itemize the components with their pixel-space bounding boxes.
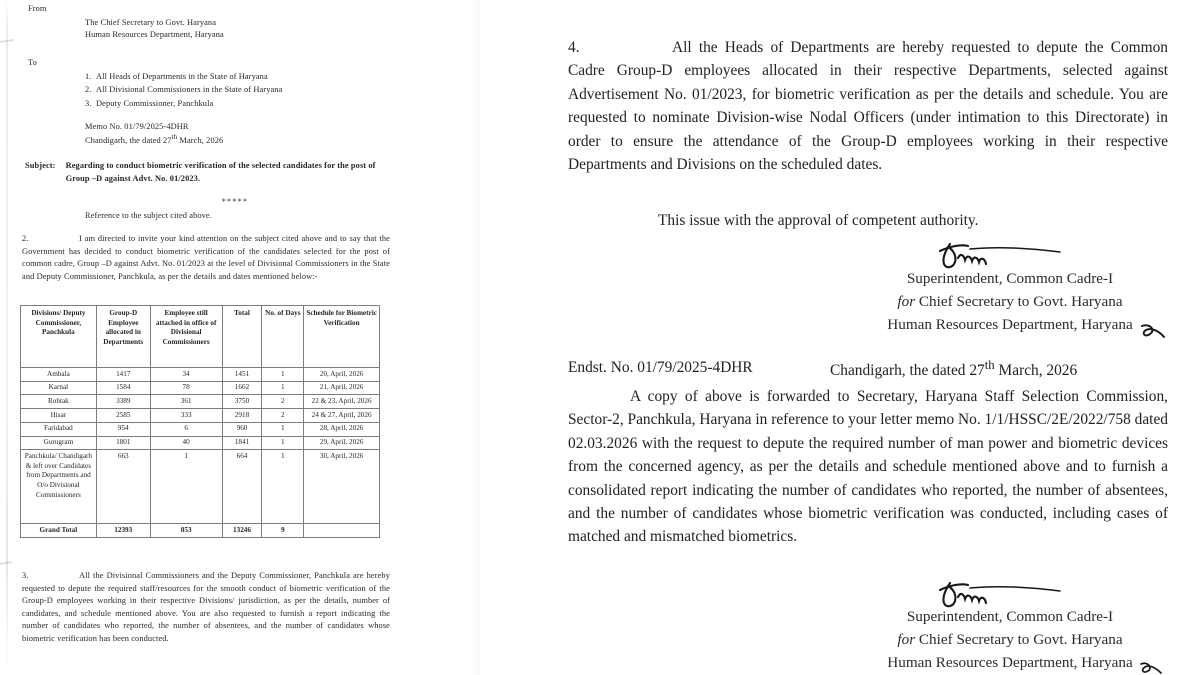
- paragraph-2: [22, 233, 390, 283]
- to-list-item: 2. All Divisional Commissioners in the State of Haryana: [85, 85, 283, 95]
- paragraph-2-text: I am directed to invite your kind attention on the subject cited above and to say that the Government has decided to conduct biometric verification of the candidates selected for the post of common cadre, Group –D against Advt. No. 01/2023 at the level of Divisional Commissioners in the State and Deputy Commissioner, Panchkula, as per the details and dates mentioned below:-: [22, 234, 390, 281]
- cell-total: 664: [222, 450, 262, 524]
- subject-row: [25, 160, 390, 185]
- document-page-right: [480, 0, 1200, 675]
- table-row: [21, 409, 380, 423]
- endorsement-row: [568, 356, 1168, 383]
- signature-dept-2: Human Resources Department, Haryana: [887, 653, 1133, 671]
- table-body: [21, 368, 380, 538]
- cell-days: 1: [262, 450, 304, 524]
- from-line-1: The Chief Secretary to Govt. Haryana: [85, 18, 217, 27]
- memo-place-date: Chandigarh, the dated 27th March, 2026: [85, 132, 224, 145]
- cell-days: 1: [262, 436, 304, 450]
- from-address: [85, 17, 385, 41]
- cell-division: Gurugram: [21, 436, 97, 450]
- signature-for-line-1: for Chief Secretary to Govt. Haryana: [897, 292, 1123, 310]
- cell-days: 2: [262, 409, 304, 423]
- cell-attached: 6: [150, 422, 222, 436]
- cell-division: Hisar: [21, 409, 97, 423]
- subject-label: Subject:: [25, 161, 56, 170]
- to-list-item: 3. Deputy Commissioner, Panchkula: [85, 98, 214, 108]
- reference-line: Reference to the subject cited above.: [85, 211, 212, 220]
- endorsement-place-date: Chandigarh, the dated 27th March, 2026: [830, 358, 1078, 380]
- cell-schedule: 21, April, 2026: [304, 381, 380, 395]
- memo-number-block: [85, 121, 385, 147]
- scan-edge-artifact: [6, 0, 8, 675]
- paragraph-3-text: All the Divisional Commissioners and the Deputy Commissioner, Panchkula are hereby requested to depute the required staff/resources for the smooth conduct of biometric verification of the Group-D employees working in their respective Divisions/ jurisdiction, as per the details, number of candidates, and schedule mentioned above. You are also requested to furnish a report indicating the number of candidates who reported, the number of absentees, and the number of candidates whose biometric verification has been conducted.: [22, 571, 390, 644]
- col-header-total: Total: [222, 306, 262, 368]
- paragraph-4: [568, 36, 1168, 176]
- table-row: [21, 381, 380, 395]
- cell-days: 1: [262, 422, 304, 436]
- cell-schedule: 30, April, 2026: [304, 450, 380, 524]
- paragraph-4-text: All the Heads of Departments are hereby requested to depute the Common Cadre Group-D employees allocated in their respective Departments, selected against Advertisement No. 01/2023, for biometric verification as per the details and schedule. You are requested to nominate Division-wise Nodal Officers (under intimation to this Directorate) in order to ensure the attendance of the Group-D employees working in their respective Departments and Divisions on the scheduled dates.: [568, 39, 1168, 174]
- cell-grand-label: Grand Total: [21, 524, 97, 538]
- document-page-left: [0, 0, 480, 675]
- copy-forwarded-paragraph: [568, 385, 1168, 549]
- table-row: [21, 422, 380, 436]
- cell-allocated: 3389: [96, 395, 150, 409]
- cell-grand-allocated: 12393: [96, 524, 150, 538]
- paragraph-3-number: 3.: [22, 571, 29, 580]
- paragraph-3: [22, 570, 390, 646]
- cell-allocated: 1801: [96, 436, 150, 450]
- table-row: [21, 368, 380, 382]
- table-row-grand-total: [21, 524, 380, 538]
- cell-division: Rohtak: [21, 395, 97, 409]
- table-row: [21, 395, 380, 409]
- cell-total: 1451: [222, 368, 262, 382]
- col-header-days: No. of Days: [262, 306, 304, 368]
- approval-line: This issue with the approval of competent authority.: [658, 212, 979, 229]
- cell-attached: 1: [150, 450, 222, 524]
- cell-attached: 333: [150, 409, 222, 423]
- cell-division: Ambala: [21, 368, 97, 382]
- paragraph-2-number: 2.: [22, 234, 29, 243]
- signature-flourish-icon: [1138, 660, 1164, 675]
- cell-grand-total: 13246: [222, 524, 262, 538]
- cell-division: Karnal: [21, 381, 97, 395]
- cell-schedule: 29, April, 2026: [304, 436, 380, 450]
- table-header: [21, 306, 380, 368]
- cell-days: 1: [262, 381, 304, 395]
- signature-block-1: [830, 238, 1190, 336]
- endorsement-number: Endst. No. 01/79/2025-4DHR: [568, 359, 753, 376]
- cell-attached: 78: [150, 381, 222, 395]
- table-header-row: [21, 306, 380, 368]
- separator-asterisks: *****: [221, 197, 249, 206]
- cell-total: 960: [222, 422, 262, 436]
- signature-title-1: Superintendent, Common Cadre-I: [906, 270, 1114, 287]
- cell-attached: 361: [150, 395, 222, 409]
- cell-division: Panchkula/ Chandigarh & left over Candidates from Departments and O/o Divisional Commissioners: [21, 450, 97, 524]
- cell-total: 2918: [222, 409, 262, 423]
- table-row: [21, 436, 380, 450]
- cell-schedule: 20, April, 2026: [304, 368, 380, 382]
- biometric-schedule-table: [20, 305, 380, 538]
- signature-for-line-2: for Chief Secretary to Govt. Haryana: [897, 630, 1123, 648]
- cell-total: 1841: [222, 436, 262, 450]
- cell-allocated: 2585: [96, 409, 150, 423]
- cell-attached: 40: [150, 436, 222, 450]
- from-line-2: Human Resources Department, Haryana: [85, 29, 224, 39]
- col-header-schedule: Schedule for Biometric Verification: [304, 306, 380, 368]
- paragraph-4-number: 4.: [568, 39, 580, 56]
- cell-total: 1662: [222, 381, 262, 395]
- cell-days: 1: [262, 368, 304, 382]
- cell-schedule: 22 & 23, April, 2026: [304, 395, 380, 409]
- signature-block-2: [830, 578, 1190, 674]
- cell-schedule: 24 & 27, April, 2026: [304, 409, 380, 423]
- cell-allocated: 1584: [96, 381, 150, 395]
- copy-forwarded-text: A copy of above is forwarded to Secretary, Haryana Staff Selection Commission, Sector-2, Panchkula, Haryana in reference to your letter memo No. 1/1/HSSC/2E/2022/758 dated 02.03.2026 with the request to depute the required number of man power and biometric devices from the concerned agency, as per the details and schedule mentioned above and to furnish a consolidated report indicating the number of candidates who reported, the number of absentees, and the number of candidates whose biometric verification was conducted, including cases of matched and mismatched biometrics.: [568, 388, 1168, 546]
- cell-schedule: 28, April, 2026: [304, 422, 380, 436]
- cell-allocated: 663: [96, 450, 150, 524]
- cell-grand-attached: 853: [150, 524, 222, 538]
- memo-number: Memo No. 01/79/2025-4DHR: [85, 122, 189, 131]
- from-label: From: [28, 4, 47, 13]
- signature-dept-1: Human Resources Department, Haryana: [887, 315, 1133, 333]
- col-header-allocated: Group-D Employee allocated in Departments: [96, 306, 150, 368]
- cell-grand-days: 9: [262, 524, 304, 538]
- cell-allocated: 954: [96, 422, 150, 436]
- cell-division: Faridabad: [21, 422, 97, 436]
- subject-text: Regarding to conduct biometric verification of the selected candidates for the post of Group –D against Advt. No. 01/2023.: [65, 161, 376, 183]
- to-recipient-list: [85, 71, 395, 111]
- cell-total: 3750: [222, 395, 262, 409]
- table-row: [21, 450, 380, 524]
- cell-allocated: 1417: [96, 368, 150, 382]
- cell-grand-schedule: [304, 524, 380, 538]
- to-label: To: [28, 58, 37, 67]
- to-list-item: 1. All Heads of Departments in the State of Haryana: [85, 72, 268, 81]
- col-header-attached: Employee still attached in office of Divisional Commissioners: [150, 306, 222, 368]
- cell-attached: 34: [150, 368, 222, 382]
- signature-flourish-icon: [1138, 322, 1168, 344]
- signature-title-2: Superintendent, Common Cadre-I: [906, 608, 1114, 625]
- col-header-division: Divisions/ Deputy Commissioner, Panchkula: [21, 306, 97, 368]
- cell-days: 2: [262, 395, 304, 409]
